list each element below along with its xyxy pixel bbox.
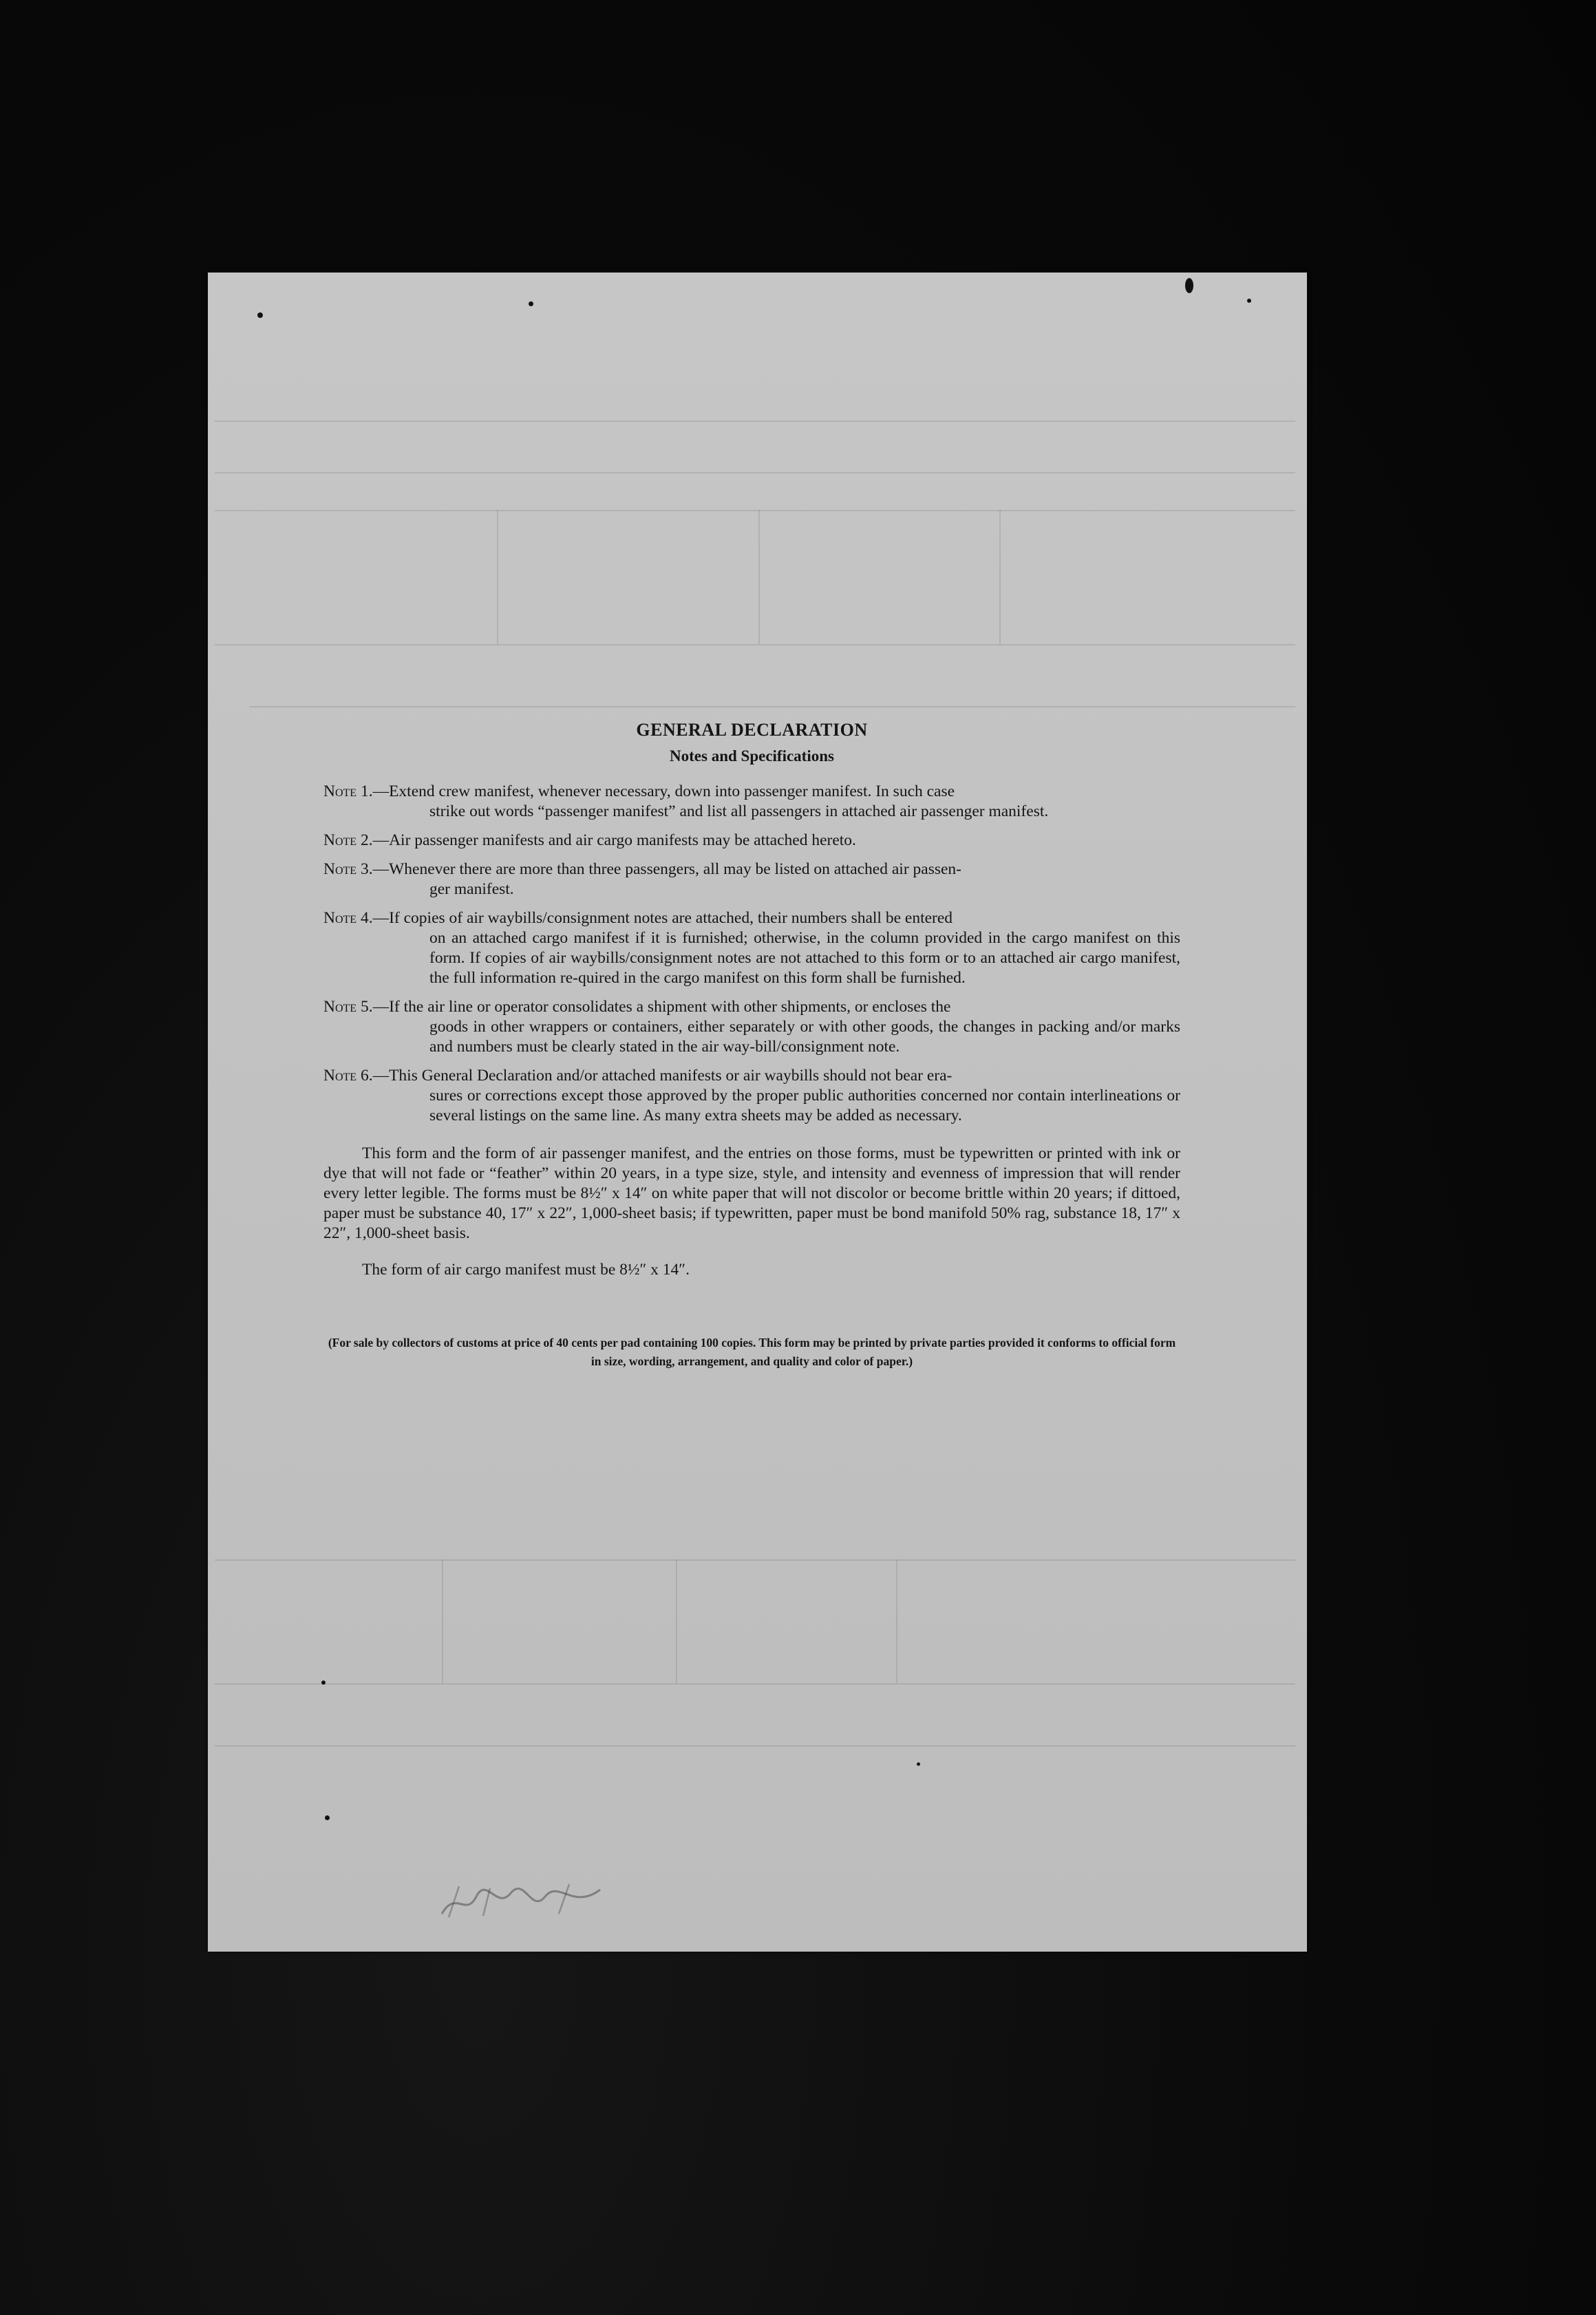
note-text: —If copies of air waybills/consignment notes are attached, their numbers shall be entered [372,909,953,927]
note-4 [323,908,1180,988]
note-label: Note 6. [323,1067,373,1085]
ghost-rule [215,644,1295,646]
ghost-rule [676,1559,677,1683]
note-6 [323,1066,1180,1126]
ghost-rule [896,1559,897,1683]
document-subtitle: Notes and Specifications [670,747,834,765]
note-continuation: goods in other wrappers or containers, either separately or with other goods, the changes in packing and/or marks and numbers must be clearly stated in the air way-bill/consignment note. [429,1018,1180,1056]
ghost-rule [249,706,1295,707]
dust-speck [257,312,263,318]
form-specification-paragraph: This form and the form of air passenger manifest, and the entries on those forms, must be typewritten or printed with ink or dye that will not fade or “feather” within 20 years, in a type size, style, and intensity and evenness of impression that will render every letter legible. The forms must be 8½″ x 14″ on white paper that will not discolor or become brittle within 20 years; if dittoed, paper must be substance 40, 17″ x 22″, 1,000-sheet basis; if typewritten, paper must be bond manifold 50% rag, substance 18, 17″ x 22″, 1,000-sheet basis. [323,1144,1180,1242]
ghost-rule [999,510,1001,644]
notes-and-specifications [323,720,1180,1371]
note-continuation: strike out words “passenger manifest” and list all passengers in attached air passenger manifest. [429,802,1049,820]
ghost-rule [215,472,1295,473]
note-text: —Whenever there are more than three passengers, all may be listed on attached air passen- [372,860,961,878]
dust-speck [1185,278,1193,293]
note-text: —This General Declaration and/or attached manifests or air waybills should not bear era- [372,1067,953,1085]
note-text: —If the air line or operator consolidates a shipment with other shipments, or encloses the [372,998,951,1016]
ghost-rule [442,1559,443,1683]
note-label: Note 5. [323,998,373,1016]
note-label: Note 1. [323,782,373,800]
note-5 [323,997,1180,1057]
note-text: —Extend crew manifest, whenever necessary, down into passenger manifest. In such case [372,782,955,800]
ghost-rule [215,510,1295,511]
note-2 [323,831,1180,851]
document-title: GENERAL DECLARATION [636,720,868,740]
note-continuation: on an attached cargo manifest if it is furnished; otherwise, in the column provided in the cargo manifest on this form. If copies of air waybills/consignment notes are not attached to this form or to an attached air cargo manifest, the full information re-quired in the cargo manifest on this form shall be furnished. [429,929,1180,987]
note-text: —Air passenger manifests and air cargo manifests may be attached hereto. [372,831,856,849]
ghost-rule [215,1683,1295,1685]
note-3 [323,860,1180,899]
note-continuation: sures or corrections except those approved by the proper public authorities concerned nor contain interlineations or several listings on the same line. As many extra sheets may be added as necessary. [429,1087,1180,1124]
note-1 [323,782,1180,822]
sale-note: (For sale by collectors of customs at price of 40 cents per pad containing 100 copies. This form may be printed by private parties provided it conforms to official form in size, wording, arrangement, and quality and color of paper.) [328,1335,1176,1368]
document-page [208,273,1307,1952]
dust-speck [529,301,533,306]
dust-speck [1247,299,1251,303]
note-label: Note 3. [323,860,373,878]
dust-speck [325,1815,330,1820]
ghost-rule [215,1745,1295,1747]
ghost-rule [497,510,498,644]
dust-speck [321,1681,326,1685]
dust-speck [917,1762,920,1766]
ghost-rule [215,420,1295,422]
cargo-manifest-size-line: The form of air cargo manifest must be 8½″ x 14″. [362,1260,690,1279]
signature-bleed-through [435,1876,614,1924]
ghost-rule [215,1559,1295,1561]
note-label: Note 2. [323,831,373,849]
ghost-rule [758,510,760,644]
note-continuation: ger manifest. [429,880,514,898]
note-label: Note 4. [323,909,373,927]
